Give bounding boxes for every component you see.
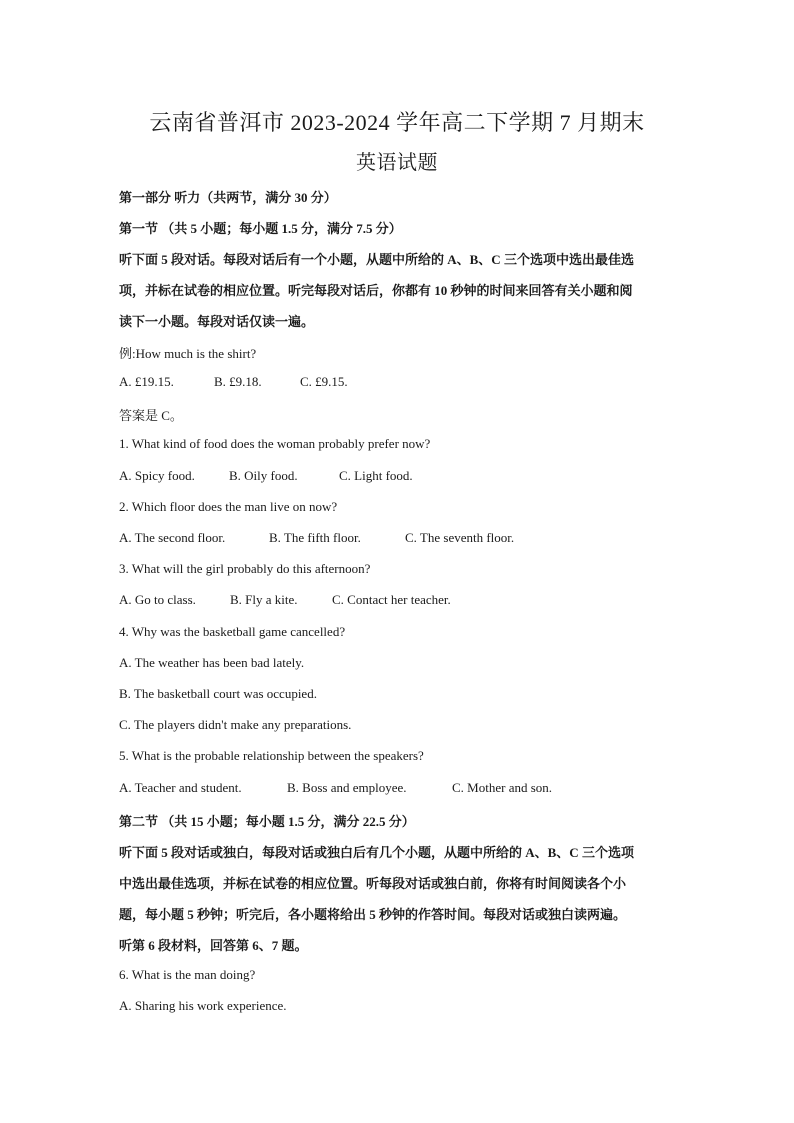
- question-2-options: [119, 530, 514, 546]
- question-5: 5. What is the probable relationship between the speakers?: [119, 748, 424, 763]
- question-6: 6. What is the man doing?: [119, 967, 256, 982]
- q5-option-a: A. Teacher and student.: [119, 780, 242, 795]
- question-1: 1. What kind of food does the woman probably prefer now?: [119, 436, 431, 451]
- exam-title: 云南省普洱市 2023-2024 学年高二下学期 7 月期末: [149, 110, 645, 135]
- q2-option-c: C. The seventh floor.: [405, 530, 515, 545]
- q1-option-a: A. Spicy food.: [119, 468, 195, 483]
- q3-option-c: C. Contact her teacher.: [332, 592, 451, 607]
- question-3: 3. What will the girl probably do this afternoon?: [119, 561, 371, 576]
- section1-instructions-line3: 读下一小题。每段对话仅读一遍。: [119, 314, 315, 329]
- q6-option-a: A. Sharing his work experience.: [119, 998, 287, 1013]
- example-options: [119, 374, 348, 390]
- exam-subtitle: 英语试题: [356, 152, 438, 174]
- section2-instructions-line3: 题，每小题 5 秒钟；听完后，各小题将给出 5 秒钟的作答时间。每段对话或独白读两遍。: [119, 907, 627, 922]
- q3-option-b: B. Fly a kite.: [230, 592, 298, 607]
- q2-option-a: A. The second floor.: [119, 530, 226, 545]
- section1-instructions-line1: 听下面 5 段对话。每段对话后有一个小题，从题中所给的 A、B、C 三个选项中选出最佳选: [119, 252, 634, 267]
- question-3-options: [119, 592, 451, 608]
- q3-option-a: A. Go to class.: [119, 592, 196, 607]
- q5-option-c: C. Mother and son.: [452, 780, 553, 795]
- section2-instructions-line1: 听下面 5 段对话或独白，每段对话或独白后有几个小题，从题中所给的 A、B、C 三个选项: [119, 845, 634, 860]
- q1-option-c: C. Light food.: [339, 468, 413, 483]
- example-option-a: A. £19.15.: [119, 374, 174, 389]
- question-1-options: [119, 468, 413, 484]
- q4-option-a: A. The weather has been bad lately.: [119, 655, 305, 670]
- section1-heading: 第一节 （共 5 小题；每小题 1.5 分，满分 7.5 分）: [119, 221, 402, 236]
- section1-instructions-line2: 项，并标在试卷的相应位置。听完每段对话后，你都有 10 秒钟的时间来回答有关小题和阅: [119, 283, 633, 298]
- question-5-options: [119, 780, 552, 796]
- material-6-heading: 听第 6 段材料，回答第 6、7 题。: [119, 938, 308, 953]
- q4-option-c: C. The players didn't make any preparations.: [119, 717, 352, 732]
- question-4: 4. Why was the basketball game cancelled?: [119, 624, 346, 639]
- section2-heading: 第二节 （共 15 小题；每小题 1.5 分，满分 22.5 分）: [119, 814, 415, 829]
- part1-heading: 第一部分 听力（共两节，满分 30 分）: [119, 190, 337, 205]
- q1-option-b: B. Oily food.: [229, 468, 298, 483]
- example-answer: 答案是 C。: [119, 408, 183, 423]
- example-option-c: C. £9.15.: [300, 374, 348, 389]
- example-question: 例:How much is the shirt?: [119, 346, 257, 361]
- question-2: 2. Which floor does the man live on now?: [119, 499, 338, 514]
- q2-option-b: B. The fifth floor.: [269, 530, 361, 545]
- q4-option-b: B. The basketball court was occupied.: [119, 686, 317, 701]
- q5-option-b: B. Boss and employee.: [287, 780, 407, 795]
- example-option-b: B. £9.18.: [214, 374, 262, 389]
- section2-instructions-line2: 中选出最佳选项，并标在试卷的相应位置。听每段对话或独白前，你将有时间阅读各个小: [119, 876, 627, 891]
